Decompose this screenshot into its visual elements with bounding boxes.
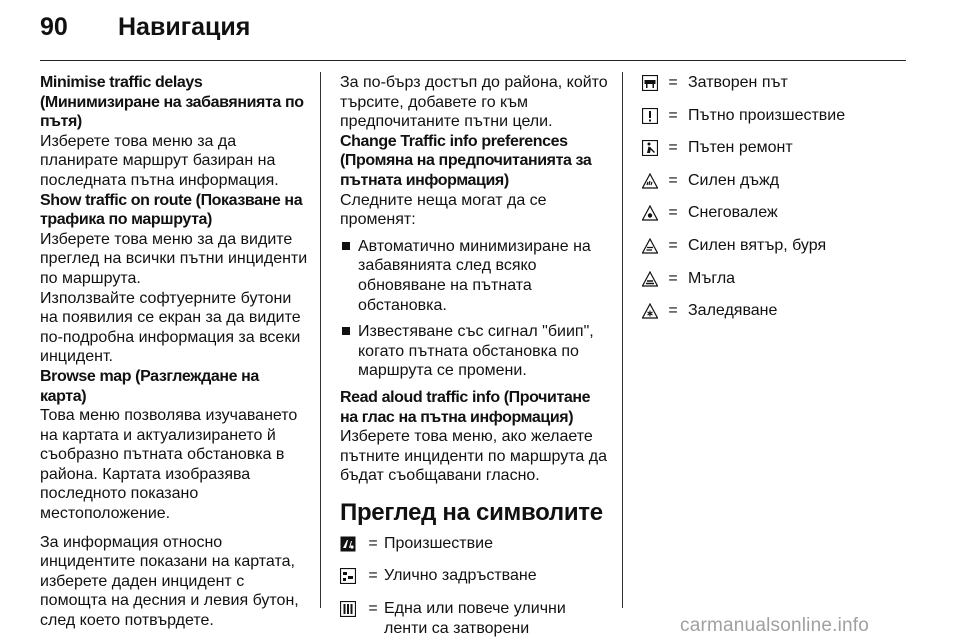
strong-wind-icon [642,238,658,254]
page-title: Навигация [118,13,251,41]
symbol-row-roadworks: = Пътен ремонт [642,138,942,158]
column-divider-2 [622,72,623,608]
page-number: 90 [40,13,68,41]
symbol-row-accident: = Произшествие [340,534,608,554]
section-title-change-preferences: Change Traffic info preferences (Промяна на предпочитанията за пътната информация) [340,132,592,189]
section-body: Използвайте софтуерните бутони на появилия се екран за да видите по-подробна информация за всеки инцидент. [40,289,301,366]
symbol-row-ice: = Заледяване [642,301,942,321]
section-body: За по-бърз достъп до района, който търсите, добавете го към предпочитаните пътни цели. [340,74,608,131]
lanes-closed-icon [340,601,356,617]
roadworks-icon [642,140,658,156]
section-body: Изберете това меню, ако желаете пътните инциденти по маршрута да бъдат съобщавани гласно. [340,428,607,485]
section-title-show-traffic: Show traffic on route (Показване на трафика по маршрута) [40,191,303,229]
ice-icon [642,303,658,319]
column-1 [40,73,308,631]
section-body: Изберете това меню за да планирате маршрут базиран на последната пътна информация. [40,132,279,189]
symbol-row-road-incident: = Пътно произшествие [642,106,942,126]
bullet-square-icon [342,242,350,250]
list-item: Автоматично минимизиране на забавянията след всяко обновяване на пътната обстановка. [340,237,608,315]
fog-icon [642,271,658,287]
section-body: За информация относно инцидентите показани на картата, изберете даден инцидент с помощта на десния и левия бутон, след което потвърдете. [40,533,299,630]
symbol-row-road-closed: = Затворен път [642,73,942,93]
header-rule [40,60,906,61]
symbol-row-lanes-closed: = Една или повече улични ленти са затворени [340,599,608,638]
symbol-row-snow: = Снеговалеж [642,203,942,223]
column-2 [340,73,608,642]
section-body: Изберете това меню за да видите преглед на всички пътни инциденти по маршрута. [40,230,308,287]
section-title-read-aloud: Read aloud traffic info (Прочитане на глас на пътна информация) [340,388,591,426]
traffic-jam-icon [340,568,356,584]
symbols-heading: Преглед на символите [340,498,603,526]
column-3 [642,73,942,334]
column-divider-1 [320,72,321,608]
heavy-rain-icon [642,173,658,189]
symbol-row-strong-wind: = Силен вятър, буря [642,236,942,256]
section-title-minimise-delays: Minimise traffic delays (Минимизиране на забавянията по пътя) [40,74,304,131]
symbol-row-heavy-rain: = Силен дъжд [642,171,942,191]
list-item: Известяване със сигнал "биип", когато пътната обстановка по маршрута се промени. [340,322,608,381]
section-body: Следните неща могат да се променят: [340,191,547,229]
section-body: Това меню позволява изучаването на картата и актуализирането й съобразно пътната обстановка в района. Картата изобразява последното показано местоположение. [40,407,298,523]
section-title-browse-map: Browse map (Разглеждане на карта) [40,367,259,405]
page-header [0,0,960,64]
symbol-row-fog: = Мъгла [642,269,942,289]
accident-icon [340,536,356,552]
symbol-row-traffic-jam: = Улично задръстване [340,566,608,586]
road-incident-icon [642,108,658,124]
bullet-square-icon [342,327,350,335]
road-closed-icon [642,75,658,91]
snow-icon [642,205,658,221]
watermark: carmanualsonline.info [680,615,870,636]
